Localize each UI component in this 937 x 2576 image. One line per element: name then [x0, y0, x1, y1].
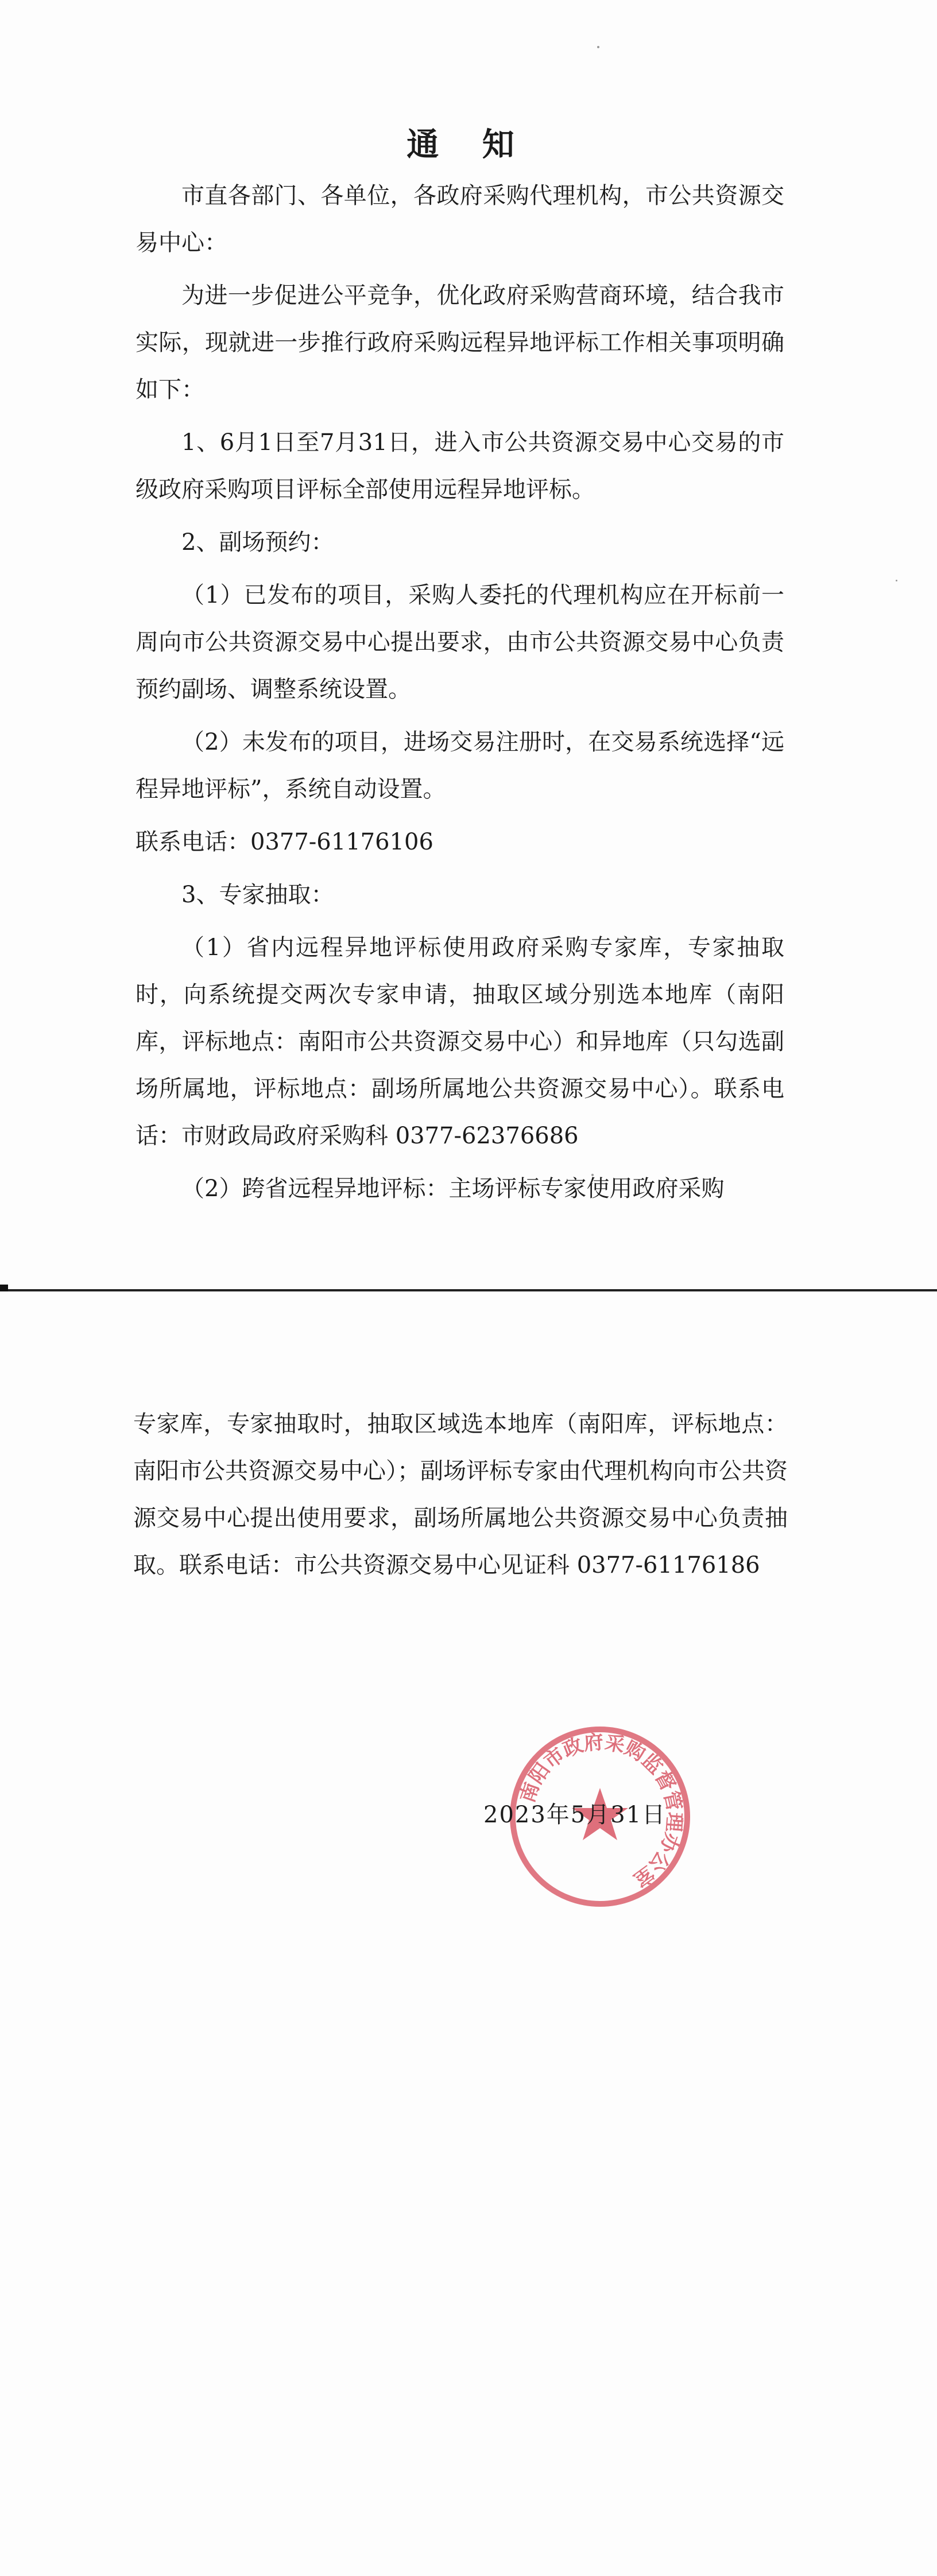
- scan-speck: [597, 46, 599, 48]
- item-2-sub-2: （2）未发布的项目，进场交易注册时，在交易系统选择“远程异地评标”，系统自动设置。: [135, 729, 784, 802]
- notice-body-continued: [133, 1400, 788, 1589]
- contact-phone-1: 联系电话：0377-61176106: [135, 829, 433, 855]
- item-3-heading: 3、专家抽取：: [181, 882, 334, 908]
- notice-date: 2023年5月31日: [483, 1802, 667, 1828]
- item-3-sub-2-continuation: 专家库，专家抽取时，抽取区域选本地库（南阳库，评标地点：南阳市公共资源交易中心）；副场评标专家由代理机构向市公共资源交易中心提出使用要求，副场所属地公共资源交易中心负责抽取。联系电话：市公共资源交易中心见证科 0377-61176186: [133, 1411, 788, 1578]
- intro-paragraph: 为进一步促进公平竞争，优化政府采购营商环境，结合我市实际，现就进一步推行政府采购远程异地评标工作相关事项明确如下：: [135, 282, 784, 403]
- item-2-sub-1: （1）已发布的项目，采购人委托的代理机构应在开标前一周向市公共资源交易中心提出要求，由市公共资源交易中心负责预约副场、调整系统设置。: [135, 582, 784, 703]
- scan-speck: [896, 580, 897, 581]
- item-3-sub-2-start: （2）跨省远程异地评标：主场评标专家使用政府采购: [181, 1176, 725, 1202]
- item-3-sub-1: （1）省内远程异地评标使用政府采购专家库，专家抽取时，向系统提交两次专家申请，抽取区域分别选本地库（南阳库，评标地点：南阳市公共资源交易中心）和异地库（只勾选副场所属地，评标地点：副场所属地公共资源交易中心）。联系电话：市财政局政府采购科 0377-62376686: [135, 934, 784, 1149]
- svg-text:南阳市政府采购监督管理办公室: 南阳市政府采购监督管理办公室: [516, 1731, 686, 1892]
- item-1-paragraph: 1、6月1日至7月31日，进入市公共资源交易中心交易的市级政府采购项目评标全部使用远程异地评标。: [135, 429, 784, 503]
- notice-title: 通 知: [406, 126, 531, 164]
- notice-body: [135, 172, 784, 1218]
- salutation: 市直各部门、各单位，各政府采购代理机构，市公共资源交易中心：: [135, 183, 784, 256]
- item-2-heading: 2、副场预约：: [181, 529, 334, 556]
